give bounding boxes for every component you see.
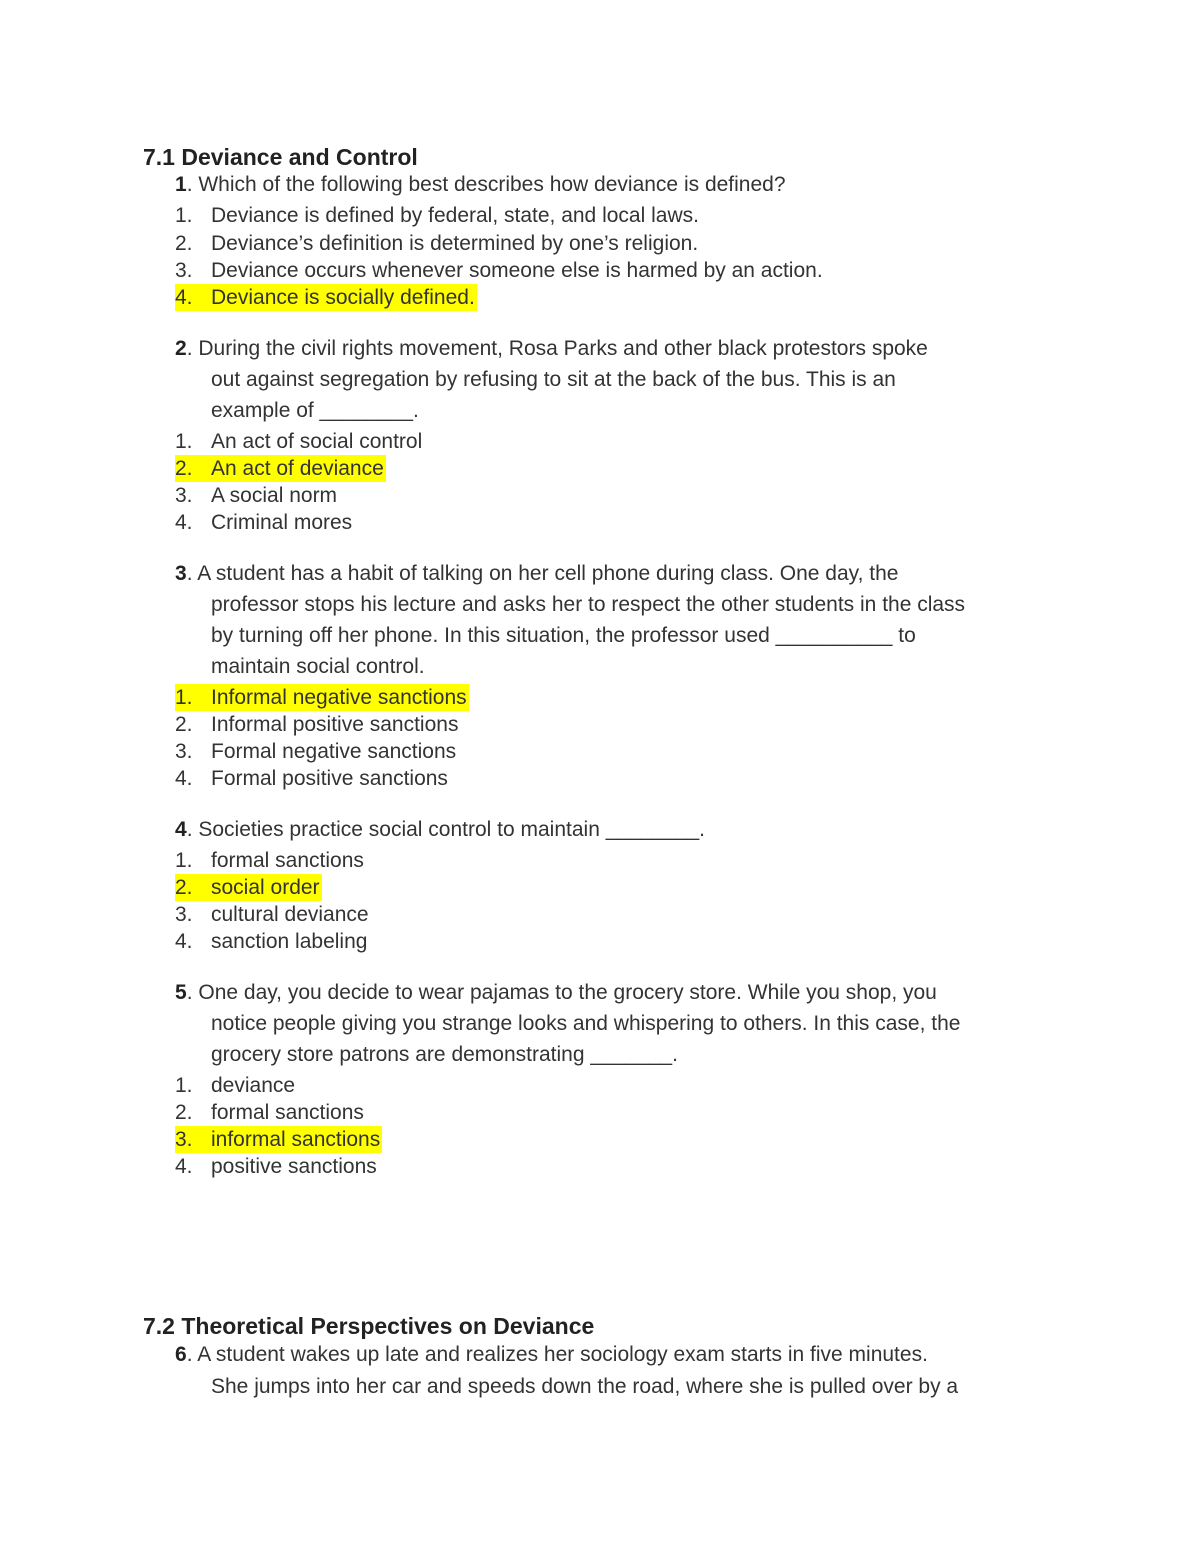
question-6-stem-line: She jumps into her car and speeds down the road, where she is pulled over by a	[211, 1375, 959, 1398]
question-3-stem-line: by turning off her phone. In this situation, the professor used __________ to	[211, 624, 916, 647]
question-number: 4	[175, 818, 187, 841]
section-title: 7.1 Deviance and Control	[143, 144, 418, 170]
question-3-option-1-answer: 1. Informal negative sanctions	[175, 686, 467, 709]
question-number: 1	[175, 173, 187, 196]
question-3-stem: 3. A student has a habit of talking on her cell phone during class. One day, the	[175, 562, 899, 585]
question-1-option-2: 2. Deviance’s definition is determined by one’s religion.	[175, 232, 699, 255]
question-1-option-4-answer: 4. Deviance is socially defined.	[175, 286, 475, 309]
question-3-stem-line: professor stops his lecture and asks her to respect the other students in the class	[211, 593, 966, 616]
question-5-stem: 5. One day, you decide to wear pajamas to the grocery store. While you shop, you	[175, 981, 937, 1004]
question-number: 3	[175, 562, 187, 585]
question-2-option-2-answer: 2. An act of deviance	[175, 457, 384, 480]
question-2-option-3: 3. A social norm	[175, 484, 338, 507]
question-1-option-1: 1. Deviance is defined by federal, state, and local laws.	[175, 204, 699, 227]
question-5-stem-line: grocery store patrons are demonstrating _______.	[211, 1043, 678, 1066]
question-4-option-2-answer: 2. social order	[175, 876, 320, 899]
question-5-option-4: 4. positive sanctions	[175, 1155, 377, 1178]
question-5-option-1: 1. deviance	[175, 1074, 296, 1097]
question-number: 6	[175, 1343, 187, 1366]
question-number: 5	[175, 981, 187, 1004]
question-number: 2	[175, 337, 187, 360]
question-1-option-3: 3. Deviance occurs whenever someone else is harmed by an action.	[175, 259, 823, 282]
question-2-option-1: 1. An act of social control	[175, 430, 423, 453]
question-4-option-3: 3. cultural deviance	[175, 903, 369, 926]
question-3-option-4: 4. Formal positive sanctions	[175, 767, 448, 790]
question-2-stem-line: example of ________.	[211, 399, 419, 422]
question-4-option-1: 1. formal sanctions	[175, 849, 364, 872]
question-3-stem-line: maintain social control.	[211, 655, 425, 678]
section-title: 7.2 Theoretical Perspectives on Deviance	[143, 1313, 595, 1339]
question-5-stem-line: notice people giving you strange looks and whispering to others. In this case, the	[211, 1012, 961, 1035]
question-6-stem: 6. A student wakes up late and realizes her sociology exam starts in five minutes.	[175, 1343, 928, 1366]
question-1-stem: 1. Which of the following best describes how deviance is defined?	[175, 173, 786, 196]
question-5-option-3-answer: 3. informal sanctions	[175, 1128, 381, 1151]
question-3-option-2: 2. Informal positive sanctions	[175, 713, 459, 736]
question-4-option-4: 4. sanction labeling	[175, 930, 368, 953]
question-2-stem: 2. During the civil rights movement, Rosa Parks and other black protestors spoke	[175, 337, 928, 360]
question-2-option-4: 4. Criminal mores	[175, 511, 353, 534]
question-3-option-3: 3. Formal negative sanctions	[175, 740, 457, 763]
question-5-option-2: 2. formal sanctions	[175, 1101, 364, 1124]
question-2-stem-line: out against segregation by refusing to sit at the back of the bus. This is an	[211, 368, 896, 391]
question-4-stem: 4. Societies practice social control to maintain ________.	[175, 818, 705, 841]
